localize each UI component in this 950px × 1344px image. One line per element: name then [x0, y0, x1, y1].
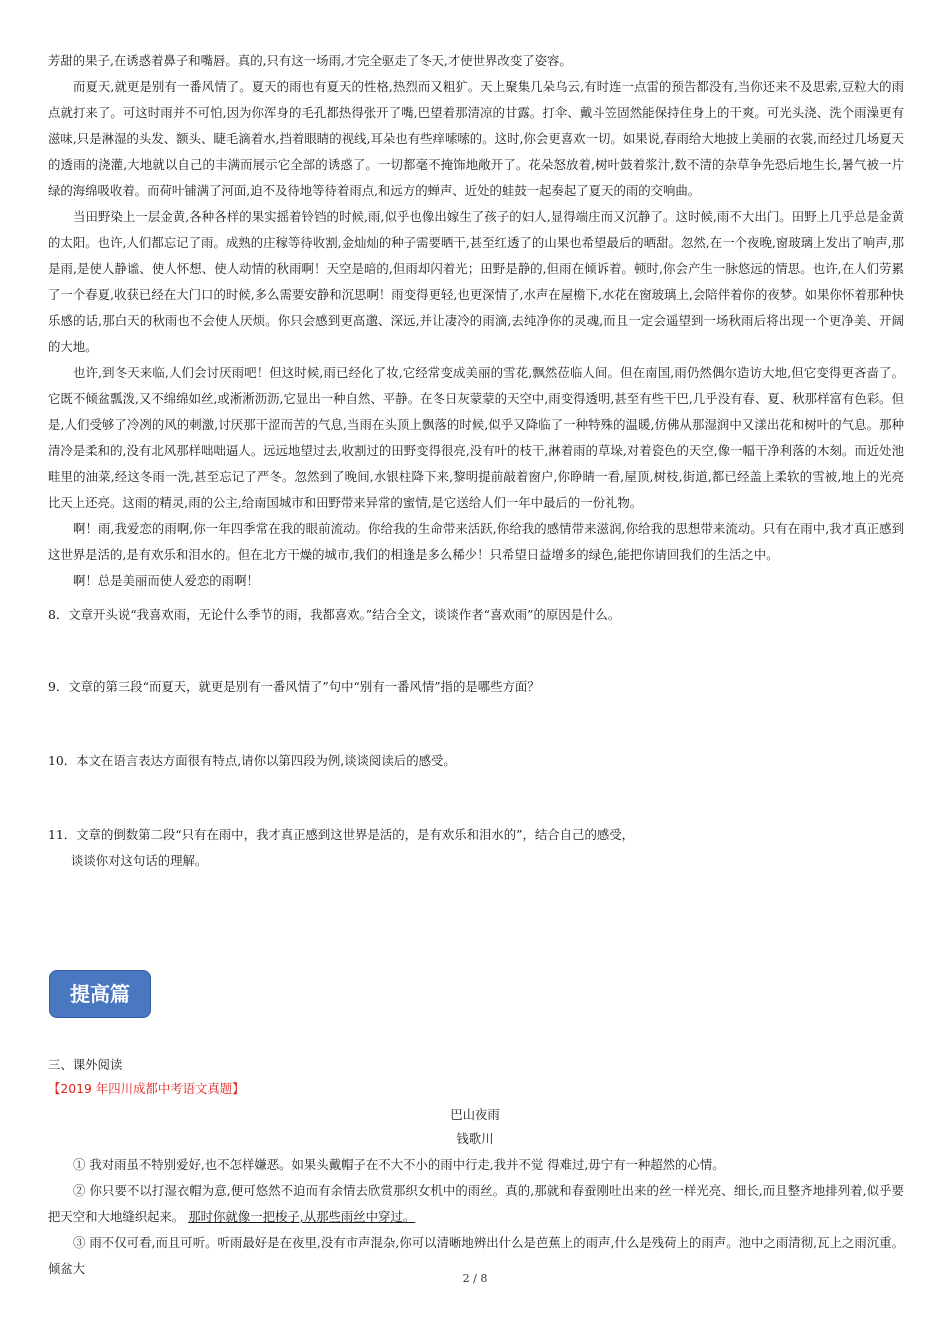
article-paragraph: ① 我对雨虽不特别爱好,也不怎样嫌恶。如果头戴帽子在不大不小的雨中行走,我并不觉 得难过,毋宁有一种超然的心情。 — [73, 1157, 725, 1172]
section-heading: 三、课外阅读 — [48, 1057, 123, 1072]
passage-paragraph: 啊！总是美丽而使人爱恋的雨啊！ — [73, 573, 259, 588]
passage-paragraph: 当田野染上一层金黄,各种各样的果实摇着铃铛的时候,雨,似乎也像出嫁生了孩子的妇人,显得端庄而又沉静了。这时候,雨不大出门。田野上几乎总是金黄的太阳。也许,人们都忘记了雨。成熟的庄稼等待收割,金灿灿的种子需要晒干,甚至红透了的山果也希望最后的晒甜。忽然,在一个夜晚,窗玻璃上发出了响声,那是雨,是使人静谧、使人怀想、使人动情的秋雨啊！天空是暗的,但雨却闪着光；田野是静的,但雨在倾诉着。顿时,你会产生一脉悠远的情思。也许,在人们劳累了一个春夏,收获已经在大门口的时候,多么需要安静和沉思啊！雨变得更轻,也更深情了,水声在屋檐下,水花在窗玻璃上,会陪伴着你的夜梦。如果你怀着那种快乐感的话,那白天的秋雨也不会使人厌烦。你只会感到更高邈、深远,并让凄冷的雨滴,去纯净你的灵魂,而且一定会遥望到一场秋雨后将出现一个更净美、开阔的大地。 — [48, 209, 904, 354]
article-paragraph: ③ 雨不仅可看,而且可听。听雨最好是在夜里,没有市声混杂,你可以清晰地辨出什么是芭蕉上的雨声,什么是残荷上的雨声。池中之雨清彻,瓦上之雨沉重。倾盆大 — [48, 1235, 904, 1276]
question-9 — [48, 674, 904, 700]
article-author: 钱歌川 — [456, 1131, 494, 1146]
passage-paragraph: 啊！雨,我爱恋的雨啊,你一年四季常在我的眼前流动。你给我的生命带来活跃,你给我的感情带来滋润,你给我的思想带来流动。只有在雨中,我才真正感到这世界是活的,是有欢乐和泪水的。但在北方干燥的城市,我们的相逢是多么稀少！只希望日益增多的绿色,能把你请回我们的生活之中。 — [48, 521, 904, 562]
article-body — [48, 1152, 904, 1282]
advanced-section-badge: 提高篇 — [49, 970, 151, 1018]
question-text: 8．文章开头说“我喜欢雨，无论什么季节的雨，我都喜欢。”结合全文，谈谈作者“喜欢雨”的原因是什么。 — [48, 607, 621, 622]
question-text: 11．文章的倒数第二段“只有在雨中，我才真正感到这世界是活的，是有欢乐和泪水的”，结合自己的感受， — [48, 827, 635, 842]
question-text: 10．本文在语言表达方面很有特点,请你以第四段为例,谈谈阅读后的感受。 — [48, 753, 456, 768]
question-11 — [48, 822, 904, 874]
article-paragraph — [48, 1178, 904, 1230]
question-text-continued: 谈谈你对这句话的理解。 — [71, 853, 208, 868]
passage-paragraph: 而夏天,就更是别有一番风情了。夏天的雨也有夏天的性格,热烈而又粗犷。天上聚集几朵乌云,有时连一点雷的预告都没有,当你还来不及思索,豆粒大的雨点就打来了。可这时雨并不可怕,因为你浑身的毛孔都热得张开了嘴,巴望着那清凉的甘露。打伞、戴斗笠固然能保持住身上的干爽。可光头浇、洗个雨澡更有滋味,只是淋湿的头发、额头、睫毛滴着水,挡着眼睛的视线,耳朵也有些痒嗦嗦的。这时,你会更喜欢一切。如果说,春雨给大地披上美丽的衣裳,而经过几场夏天的透雨的浇灌,大地就以自己的丰满而展示它全部的诱惑了。一切都毫不掩饰地敞开了。花朵怒放着,树叶鼓着浆汁,数不清的杂草争先恐后地生长,暑气被一片绿的海绵吸收着。而荷叶铺满了河面,迫不及待地等待着雨点,和远方的蝉声、近处的蛙鼓一起奏起了夏天的雨的交响曲。 — [48, 79, 904, 198]
underlined-sentence: 那时你就像一把梭子,从那些雨丝中穿过。 — [188, 1209, 416, 1224]
question-text: 9．文章的第三段“而夏天，就更是别有一番风情了”句中“别有一番风情”指的是哪些方面？ — [48, 679, 540, 694]
article-title: 巴山夜雨 — [450, 1107, 500, 1122]
reading-passage — [48, 48, 904, 594]
question-8 — [48, 602, 904, 628]
exam-source-label: 【2019 年四川成都中考语文真题】 — [48, 1081, 245, 1096]
passage-paragraph: 芳甜的果子,在诱惑着鼻子和嘴唇。真的,只有这一场雨,才完全驱走了冬天,才使世界改变了姿容。 — [48, 53, 572, 68]
question-10 — [48, 748, 904, 774]
article-paragraph-text: ② 你只要不以打湿衣帽为意,便可悠然不迫而有余情去欣赏那织女机中的雨丝。真的,那就和春蚕刚吐出来的丝一样光亮、细长,而且整齐地排列着,似乎要把天空和大地缝织起来。 — [48, 1183, 904, 1224]
page-number: 2 / 8 — [462, 1272, 488, 1285]
passage-paragraph: 也许,到冬天来临,人们会讨厌雨吧！但这时候,雨已经化了妆,它经常变成美丽的雪花,飘然莅临人间。但在南国,雨仍然偶尔造访大地,但它变得更吝啬了。它既不倾盆瓢泼,又不绵绵如丝,或淅淅沥沥,它显出一种自然、平静。在冬日灰蒙蒙的天空中,雨变得透明,甚至有些干巴,几乎没有春、夏、秋那样富有色彩。但是,人们受够了冷冽的风的刺激,讨厌那干涩而苦的气息,当雨在头顶上飘落的时候,似乎又降临了一种特殊的温暖,仿佛从那湿润中又漾出花和树叶的气息。那种清冷是柔和的,没有北风那样咄咄逼人。远远地望过去,收割过的田野变得很亮,没有叶的枝干,淋着雨的草垛,对着瓷色的天空,像一幅干净利落的木刻。而近处池畦里的油菜,经这冬雨一洗,甚至忘记了严冬。忽然到了晚间,水银柱降下来,黎明提前敲着窗户,你睁睛一看,屋顶,树枝,街道,都已经盖上柔软的雪被,地上的光亮比天上还亮。这雨的精灵,雨的公主,给南国城市和田野带来异常的蜜情,是它送给人们一年中最后的一份礼物。 — [48, 365, 904, 510]
